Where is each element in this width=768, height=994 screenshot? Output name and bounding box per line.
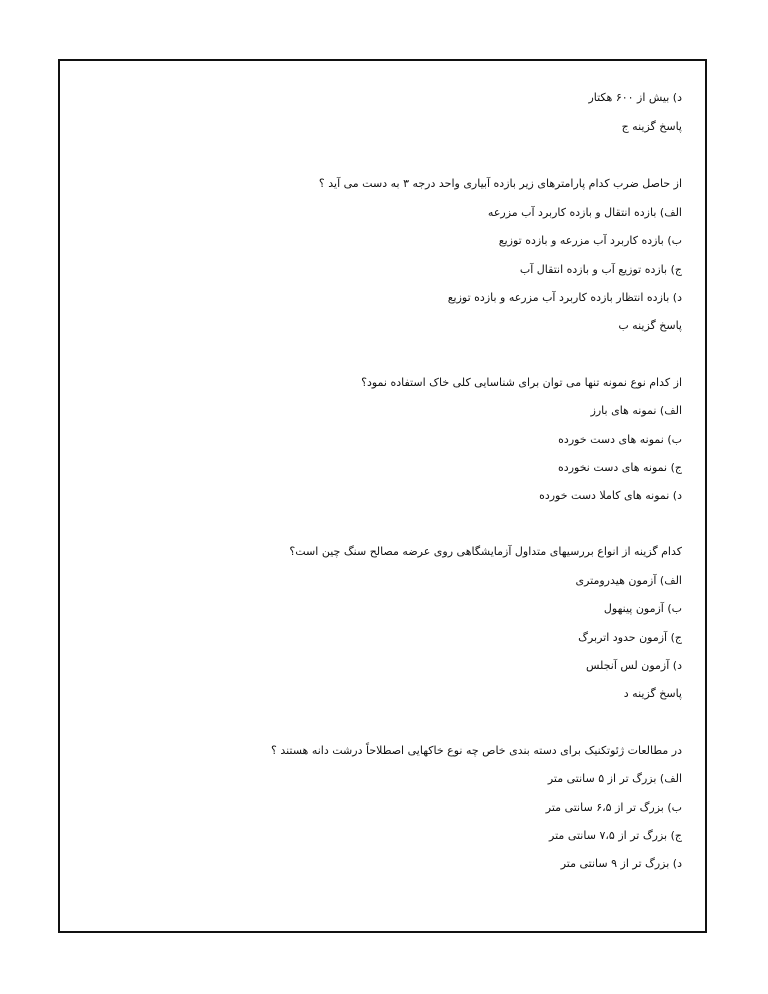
option-line: ب) بزرگ تر از ۶،۵ سانتی متر xyxy=(545,801,682,814)
option-line: ج) بزرگ تر از ۷،۵ سانتی متر xyxy=(549,829,682,842)
question-line: از حاصل ضرب کدام پارامترهای زیر بازده آبیاری واحد درجه ۳ به دست می آید ؟ xyxy=(318,177,682,190)
text-line: د) بیش از ۶۰۰ هکتار xyxy=(588,91,682,104)
option-line: الف) بازده انتقال و بازده کاربرد آب مزرعه xyxy=(487,206,682,219)
option-line: الف) نمونه های بارز xyxy=(590,404,682,417)
option-line: الف) بزرگ تر از ۵ سانتی متر xyxy=(547,772,682,785)
option-line: د) بزرگ تر از ۹ سانتی متر xyxy=(560,857,682,870)
question-line: از کدام نوع نمونه تنها می توان برای شناسایی کلی خاک استفاده نمود؟ xyxy=(361,376,682,389)
question-line: کدام گزینه از انواع بررسیهای متداول آزمایشگاهی روی عرضه مصالح سنگ چین است؟ xyxy=(289,545,682,558)
option-line: د) بازده انتظار بازده کاربرد آب مزرعه و بازده توزیع xyxy=(447,291,682,304)
option-line: ج) آزمون حدود اتربرگ xyxy=(578,631,682,644)
option-line: ج) بازده توزیع آب و بازده انتقال آب xyxy=(519,263,682,276)
option-line: ج) نمونه های دست نخورده xyxy=(558,461,682,474)
option-line: ب) نمونه های دست خورده xyxy=(558,433,682,446)
answer-line: پاسخ گزینه د xyxy=(623,687,682,700)
answer-line: پاسخ گزینه ب xyxy=(618,319,682,332)
option-line: ب) بازده کاربرد آب مزرعه و بازده توزیع xyxy=(498,234,682,247)
option-line: ب) آزمون پینهول xyxy=(603,602,682,615)
answer-line: پاسخ گزینه ج xyxy=(621,120,682,133)
question-line: در مطالعات ژئوتکنیک برای دسته بندی خاص چه نوع خاکهایی اصطلاحاً درشت دانه هستند ؟ xyxy=(270,744,682,757)
option-line: د) نمونه های کاملا دست خورده xyxy=(539,489,682,502)
option-line: د) آزمون لس آنجلس xyxy=(586,659,682,672)
option-line: الف) آزمون هیدرومتری xyxy=(575,574,682,587)
